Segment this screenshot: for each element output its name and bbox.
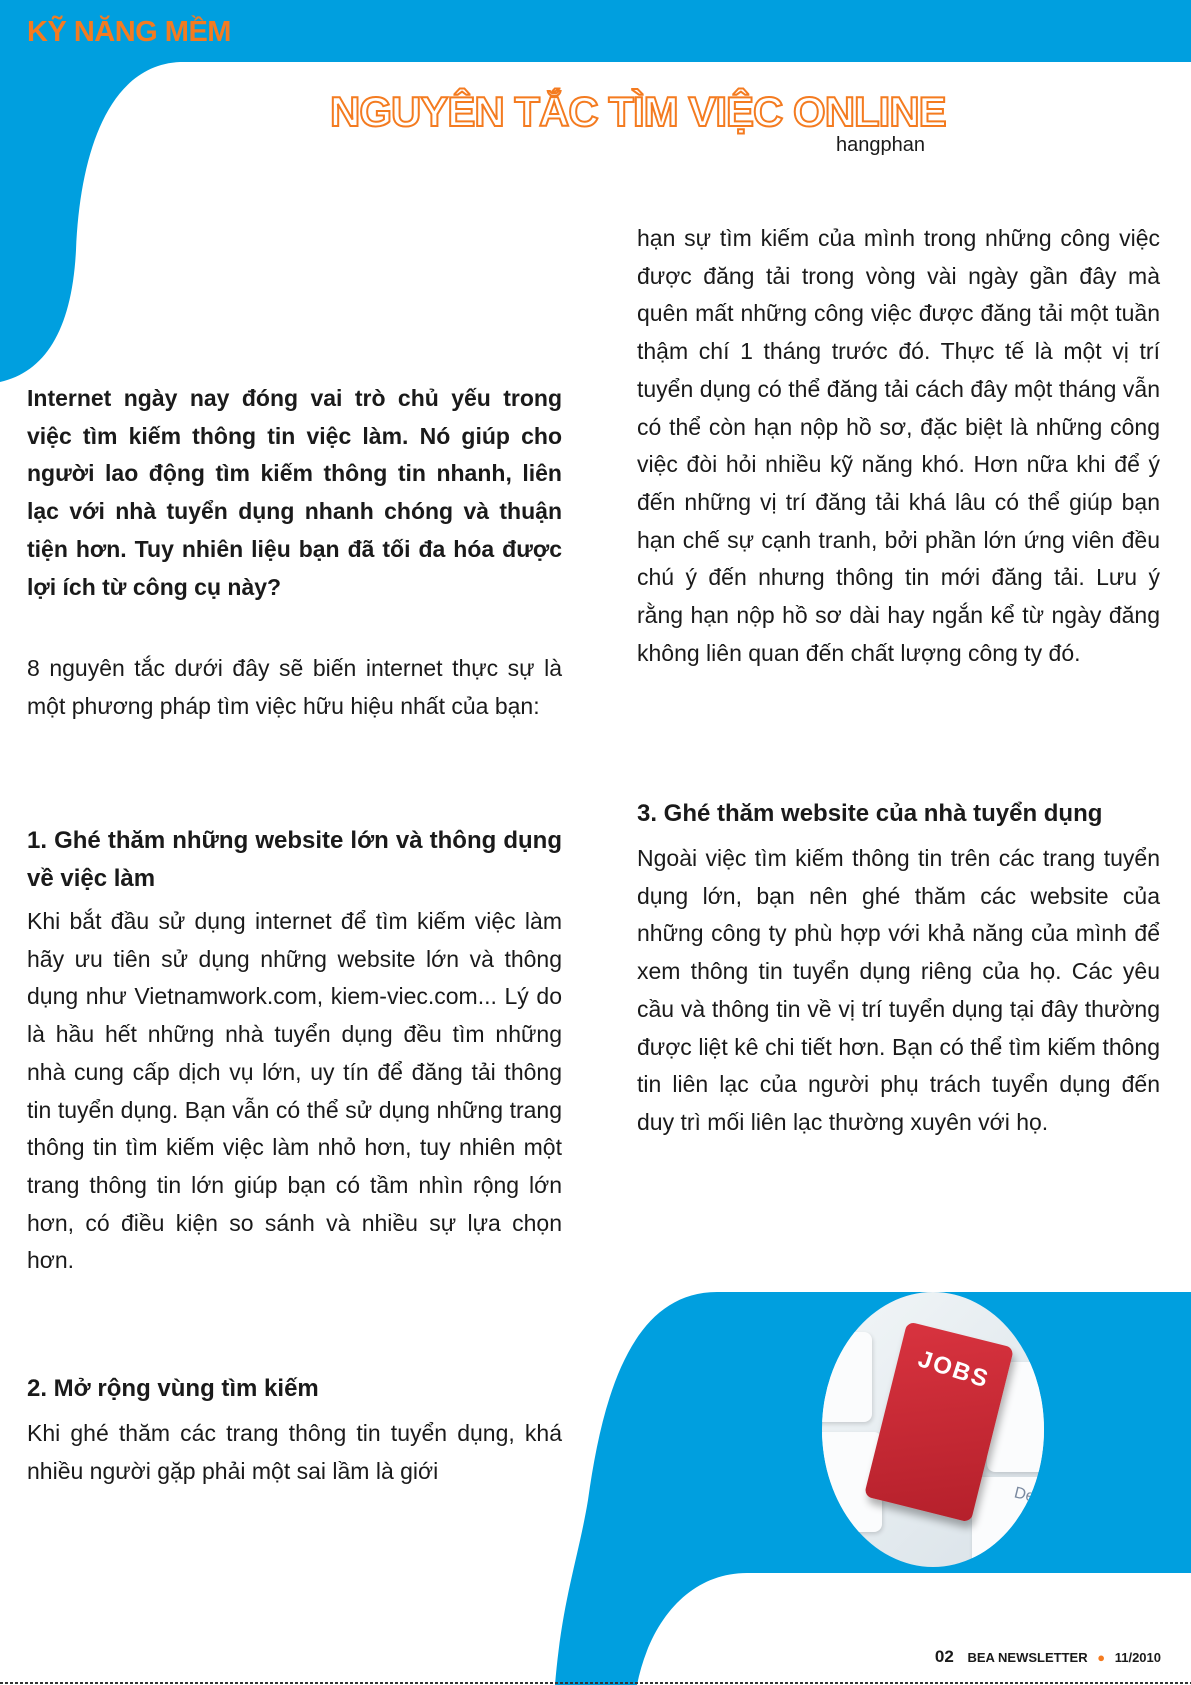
paragraph-3: Ngoài việc tìm kiếm thông tin trên các trang tuyển dụng lớn, bạn nên ghé thăm các website của những công ty phù hợp với khả năng của mình để xem thông tin tuyển dụng riêng của họ. Các yêu cầu và thông tin về vị trí tuyển dụng tại đây thường được liệt kê chi tiết hơn. Bạn có thể tìm kiếm thông tin liên lạc của người phụ trách tuyển dụng đến duy trì mối liên lạc thường xuyên với họ. xyxy=(637,845,1160,1135)
heading-3: 3. Ghé thăm website của nhà tuyển dụng xyxy=(637,800,1103,827)
article-author: hangphan xyxy=(836,134,925,156)
heading-1: 1. Ghé thăm những website lớn và thông dụng về việc làm xyxy=(27,827,562,892)
publication-name: BEA NEWSLETTER xyxy=(967,1650,1088,1665)
paragraph-2: Khi ghé thăm các trang thông tin tuyển dụng, khá nhiều người gặp phải một sai lầm là giới xyxy=(27,1420,562,1484)
jobs-key-photo xyxy=(822,1292,1044,1567)
page-number: 02 xyxy=(934,1647,954,1666)
paragraph-2-continued: hạn sự tìm kiếm của mình trong những công việc được đăng tải trong vòng vài ngày gần đây mà quên mất những công việc được đăng tải một tuần thậm chí 1 tháng trước đó. Thực tế là một vị trí tuyển dụng có thể đăng tải cách đây một tháng vẫn có thể còn hạn nộp hồ sơ, đặc biệt là những công việc đòi hỏi nhiều kỹ năng khó. Hơn nữa khi để ý đến những vị trí đăng tải khá lâu có thể giúp bạn hạn chế sự cạnh tranh, bởi phần lớn ứng viên đều chú ý đến nhưng thông tin mới đăng tải. Lưu ý rằng hạn nộp hồ sơ dài hay ngắn kể từ ngày đăng không liên quan đến chất lượng công ty đó. xyxy=(637,225,1160,666)
bullet-dot-icon: ● xyxy=(1097,1650,1106,1665)
jobs-key-label: JOBS xyxy=(914,1345,993,1394)
lead-paragraph: 8 nguyên tắc dưới đây sẽ biến internet thực sự là một phương pháp tìm việc hữu hiệu nhất của bạn: xyxy=(27,655,562,719)
paragraph-1: Khi bắt đầu sử dụng internet để tìm kiếm việc làm hãy ưu tiên sử dụng những website lớn và thông dụng như Vietnamwork.com, kiem-viec.com... Lý do là hầu hết những nhà tuyển dụng đều tìm những nhà cung cấp dịch vụ lớn, uy tín để đăng tải thông tin tuyển dụng. Bạn vẫn có thể sử dụng những trang thông tin tìm kiếm việc làm nhỏ hơn, tuy nhiên một trang thông tin lớn giúp bạn có tầm nhìn rộng lớn hơn, có điều kiện so sánh và nhiều sự lựa chọn hơn. xyxy=(27,908,562,1274)
section-label: KỸ NĂNG MỀM xyxy=(27,16,231,48)
del-key-label: Del xyxy=(1012,1484,1040,1507)
article-title: NGUYÊN TẮC TÌM VIỆC ONLINE xyxy=(330,88,946,135)
issue-date: 11/2010 xyxy=(1114,1650,1161,1665)
heading-2: 2. Mở rộng vùng tìm kiếm xyxy=(27,1375,319,1402)
intro-paragraph: Internet ngày nay đóng vai trò chủ yếu trong việc tìm kiếm thông tin việc làm. Nó giúp cho người lao động tìm kiếm thông tin nhanh, liên lạc với nhà tuyển dụng nhanh chóng và thuận tiện hơn. Tuy nhiên liệu bạn đã tối đa hóa được lợi ích từ công cụ này? xyxy=(27,385,562,600)
page-footer xyxy=(935,1647,1161,1667)
